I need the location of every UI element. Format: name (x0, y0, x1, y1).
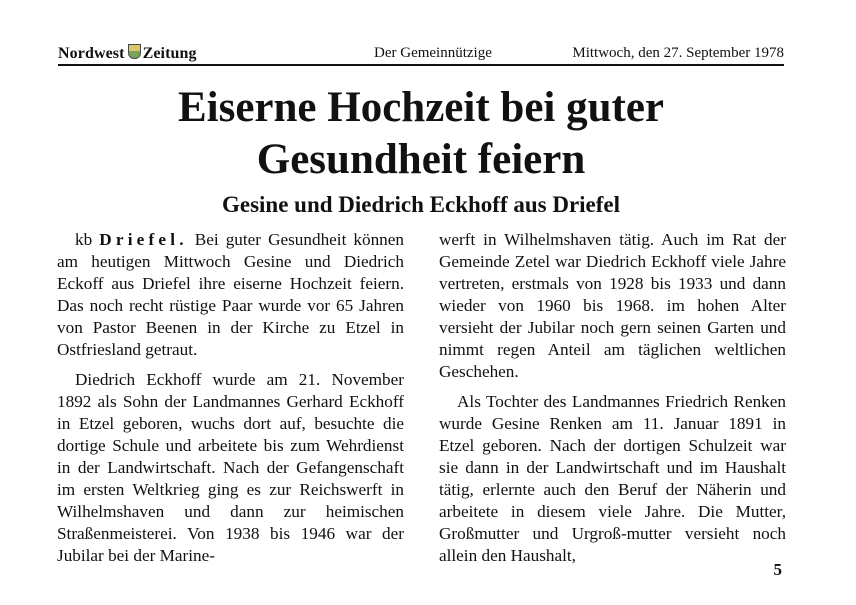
header-rule (58, 64, 784, 66)
section-title: Der Gemeinnützige (374, 45, 492, 61)
article-paragraph-4: Als Tochter des Landmannes Friedrich Renken wurde Gesine Renken am 11. Januar 1891 in Etzel geboren. Nach der dortigen Schulzeit war sie dann in der Landwirtschaft und im Haushalt tätig, erlernte auch den Beruf der Näherin und arbeitete in diesem viele Jahre. Die Mutter, Großmutter und Urgroß-mutter versieht noch allein den Haushalt, (439, 392, 786, 565)
dateline: Driefel. (99, 230, 188, 249)
issue-date: Mittwoch, den 27. September 1978 (572, 45, 784, 61)
headline-line-2: Gesundheit feiern (256, 136, 586, 183)
article-paragraph-1 (57, 229, 404, 361)
newspaper-name-right: Zeitung (142, 45, 197, 62)
article-column-right (439, 229, 786, 567)
newspaper-name (58, 44, 197, 63)
page-number: 5 (773, 560, 782, 579)
article-paragraph-3: werft in Wilhelmshaven tätig. Auch im Rat der Gemeinde Zetel war Diedrich Eckhoff viele Jahre vertreten, erstmals von 1928 bis 1933 und dann wieder von 1960 bis 1968. im hohen Alter versieht der Jubilar noch gern seinen Garten und nimmt regen Anteil am täglichen weltlichen Geschehen. (439, 230, 786, 381)
masthead (58, 44, 784, 66)
author-initials: kb (75, 230, 100, 249)
newspaper-name-left: Nordwest (58, 45, 125, 62)
subheadline: Gesine und Diedrich Eckhoff aus Driefel (221, 192, 621, 217)
headline-line-1: Eiserne Hochzeit bei guter (177, 84, 665, 131)
article-column-left (57, 229, 404, 567)
headline (58, 82, 784, 186)
coat-of-arms-icon (128, 44, 141, 59)
paragraph-1-text: Bei guter Gesundheit können am heutigen Mittwoch Gesine und Diedrich Eckoff aus Driefel ihre eiserne Hochzeit feiern. Das noch recht rüstige Paar wurde vor 65 Jahren von Pastor Beenen in der Kirche zu Etzel in Ostfriesland getraut. (57, 230, 404, 359)
article-paragraph-2: Diedrich Eckhoff wurde am 21. November 1892 als Sohn der Landmannes Gerhard Eckhoff in Etzel geboren, wuchs dort auf, besuchte die dortige Schule und arbeitete bis zum Wehrdienst in der Landwirtschaft. Nach der Gefangenschaft im ersten Weltkrieg ging es zur Reichswerft in Wilhelmshaven und dann zur heimischen Straßenmeisterei. Von 1938 bis 1946 war der Jubilar bei der Marine- (57, 370, 404, 565)
